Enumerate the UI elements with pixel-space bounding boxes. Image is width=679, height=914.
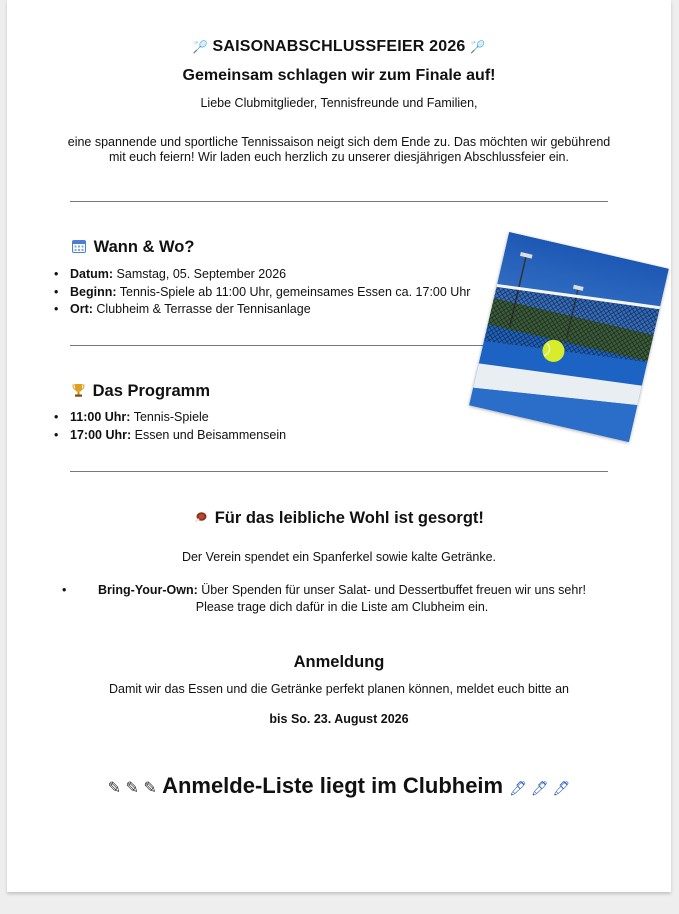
program-heading <box>72 382 210 401</box>
divider <box>70 345 504 346</box>
signup-list-headline-text: Anmelde-Liste liegt im Clubheim <box>162 773 504 798</box>
divider <box>70 201 608 202</box>
page-title-text: SAISONABSCHLUSSFEIER 2026 <box>212 38 466 55</box>
tennis-net-photo <box>469 232 669 442</box>
list-item: • Ort: Clubheim & Terrasse der Tennisanlage <box>53 301 513 319</box>
list-item: • Beginn: Tennis-Spiele ab 11:00 Uhr, gemeinsames Essen ca. 17:00 Uhr <box>53 284 513 302</box>
signup-list-headline <box>7 773 671 799</box>
list-item: • Datum: Samstag, 05. September 2026 <box>53 266 513 284</box>
document-page <box>7 0 671 892</box>
page-title <box>7 38 671 56</box>
bullet: • <box>62 583 67 597</box>
pencil-icon: ✎ ✎ ✎ <box>107 780 157 797</box>
program-list <box>53 409 453 444</box>
calendar-icon <box>72 240 90 255</box>
food-heading-text: Für das leibliche Wohl ist gesorgt! <box>214 509 484 527</box>
registration-heading: Anmeldung <box>293 653 385 671</box>
registration-text: Damit wir das Essen und die Getränke perfekt planen können, meldet euch bitte an <box>109 682 569 696</box>
greeting-text: Liebe Clubmitglieder, Tennisfreunde und Familien, <box>200 96 478 110</box>
racket-icon: 🏸 <box>192 40 208 54</box>
intro-paragraph: eine spannende und sportliche Tennissaison neigt sich dem Ende zu. Das möchten wir gebührend mit euch feiern! Wir laden euch herzlich zu unserer diesjährigen Abschlussfeier ein. <box>67 135 611 164</box>
divider <box>70 471 608 472</box>
pen-icon: 🖊 🖊 🖊 <box>509 780 571 796</box>
when-where-heading <box>72 238 194 257</box>
list-item: • 17:00 Uhr: Essen und Beisammensein <box>53 427 453 445</box>
food-text: Der Verein spendet ein Spanferkel sowie kalte Getränke. <box>181 550 497 564</box>
when-where-list <box>53 266 513 319</box>
registration-deadline: bis So. 23. August 2026 <box>269 712 409 726</box>
program-heading-text: Das Programm <box>92 382 211 400</box>
page-subtitle: Gemeinsam schlagen wir zum Finale auf! <box>182 67 496 84</box>
byo-item: • Bring-Your-Own: Über Spenden für unser Salat- und Dessertbuffet freuen wir uns sehr! Please trage dich dafür in die Liste am Clubheim ein. <box>62 583 586 614</box>
meat-icon <box>194 511 211 526</box>
trophy-icon <box>72 384 89 399</box>
food-heading <box>7 509 671 528</box>
racket-icon: 🏸 <box>470 40 486 54</box>
when-where-heading-text: Wann & Wo? <box>93 238 195 256</box>
list-item: • 11:00 Uhr: Tennis-Spiele <box>53 409 453 427</box>
